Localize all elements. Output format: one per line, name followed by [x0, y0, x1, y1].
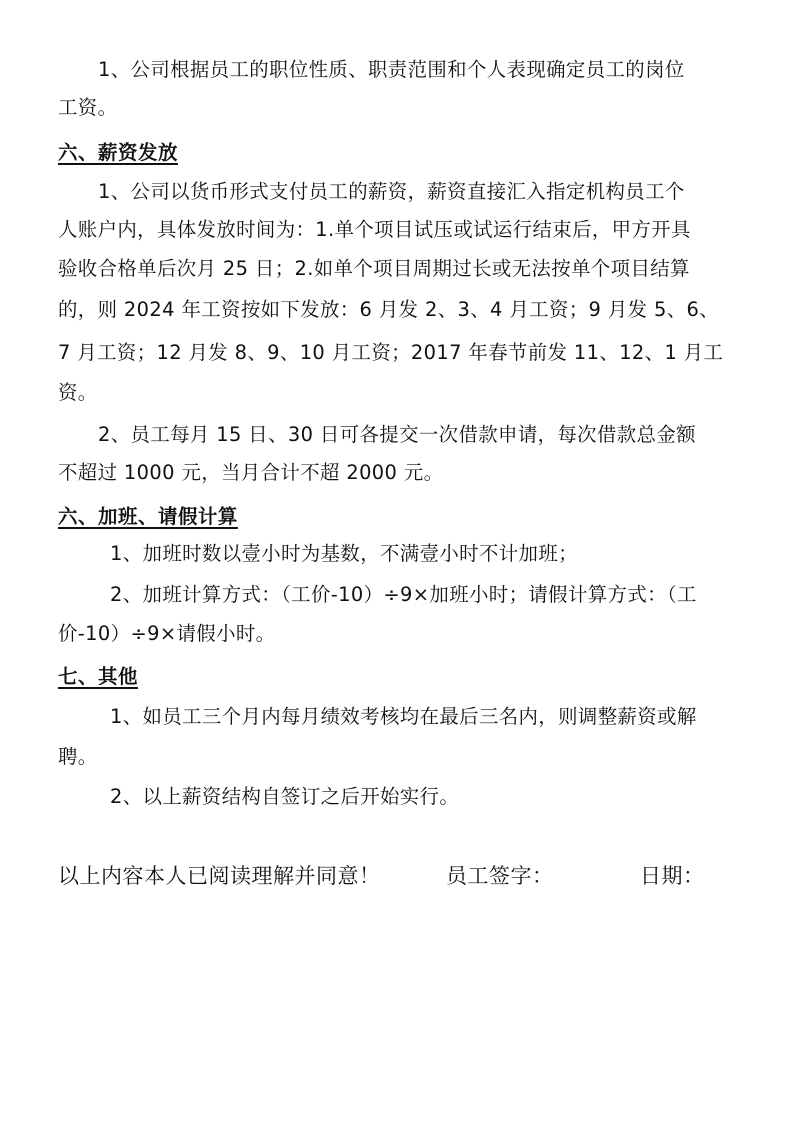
- paragraph-line: 1、加班时数以壹小时为基数，不满壹小时不计加班；: [110, 542, 578, 565]
- date-label: 日期：: [640, 864, 705, 888]
- agreement-statement: 以上内容本人已阅读理解并同意！: [58, 864, 381, 888]
- paragraph-line: 价-10）÷9×请假小时。: [58, 622, 276, 645]
- paragraph-line: 的，则 2024 年工资按如下发放：6 月发 2、3、4 月工资；9 月发 5、6、: [58, 298, 720, 321]
- employee-signature-label: 员工签字：: [446, 864, 554, 888]
- section-heading-salary-payment: 六、薪资发放: [58, 141, 178, 164]
- section-heading-other: 七、其他: [58, 665, 138, 688]
- paragraph-line: 1、公司根据员工的职位性质、职责范围和个人表现确定员工的岗位: [98, 58, 685, 81]
- paragraph-line: 工资。: [58, 96, 118, 119]
- paragraph-line: 7 月工资；12 月发 8、9、10 月工资；2017 年春节前发 11、12、1 月工: [58, 341, 724, 364]
- paragraph-line: 2、加班计算方式：（工价-10）÷9×加班小时；请假计算方式：（工: [110, 583, 697, 606]
- paragraph-line: 1、公司以货币形式支付员工的薪资，薪资直接汇入指定机构员工个: [98, 180, 685, 203]
- paragraph-line: 不超过 1000 元，当月合计不超 2000 元。: [58, 461, 444, 484]
- paragraph-line: 验收合格单后次月 25 日；2.如单个项目周期过长或无法按单个项目结算: [58, 257, 690, 280]
- paragraph-line: 聘。: [58, 745, 98, 768]
- paragraph-line: 2、员工每月 15 日、30 日可各提交一次借款申请，每次借款总金额: [98, 423, 696, 446]
- section-heading-overtime-leave: 六、加班、请假计算: [58, 505, 238, 528]
- paragraph-line: 2、以上薪资结构自签订之后开始实行。: [110, 785, 460, 808]
- paragraph-line: 资。: [58, 381, 98, 404]
- paragraph-line: 1、如员工三个月内每月绩效考核均在最后三名内，则调整薪资或解: [110, 705, 697, 728]
- paragraph-line: 人账户内，具体发放时间为：1.单个项目试压或试运行结束后，甲方开具: [58, 218, 691, 241]
